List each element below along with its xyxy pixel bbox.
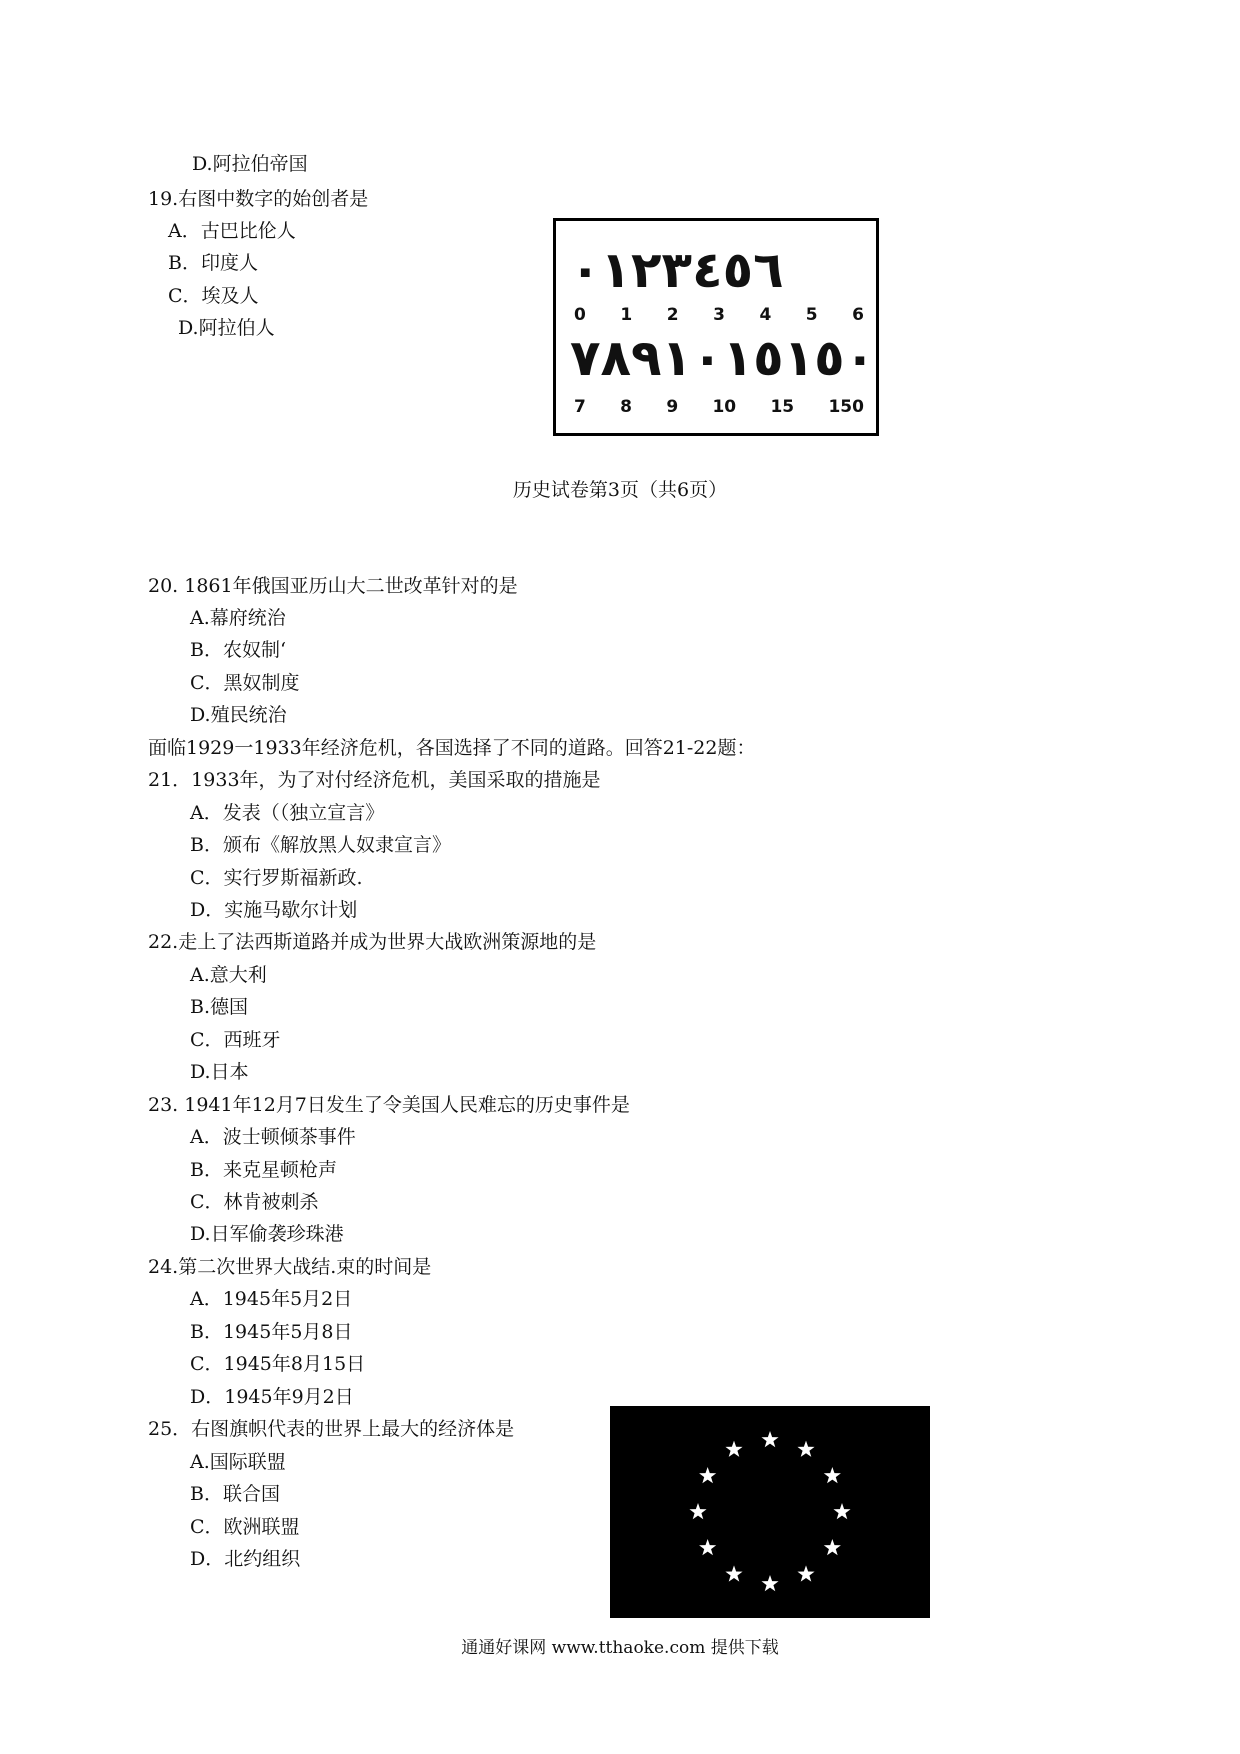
q20-option-a: A.幕府统治 bbox=[190, 607, 286, 629]
flag-star-icon bbox=[833, 1503, 850, 1519]
q23-option-a: A．波士顿倾茶事件 bbox=[190, 1126, 356, 1148]
q24-option-a: A．1945年5月2日 bbox=[190, 1288, 353, 1310]
western-numerals-row-1 bbox=[574, 305, 864, 325]
flag-star-icon bbox=[725, 1441, 742, 1457]
flag-star-icon bbox=[797, 1441, 814, 1457]
q23-option-b: B．来克星顿枪声 bbox=[190, 1159, 337, 1181]
q25-option-c: C．欧洲联盟 bbox=[190, 1516, 300, 1538]
q24-option-b: B．1945年5月8日 bbox=[190, 1321, 353, 1343]
western-numeral: 2 bbox=[666, 305, 679, 325]
flag-star-icon bbox=[761, 1431, 778, 1447]
western-numeral: 0 bbox=[574, 305, 586, 325]
western-numeral: 150 bbox=[828, 397, 864, 417]
q21-stem: 21．1933年，为了对付经济危机，美国采取的措施是 bbox=[148, 769, 601, 791]
q23-option-c: C．林肯被刺杀 bbox=[190, 1191, 319, 1213]
q19-stem: 19.右图中数字的始创者是 bbox=[148, 188, 369, 210]
western-numeral: 9 bbox=[666, 397, 679, 417]
eu-flag-svg bbox=[610, 1406, 930, 1618]
arabic-numerals-figure bbox=[553, 218, 879, 436]
q19-option-b: B．印度人 bbox=[168, 252, 258, 274]
western-numeral: 10 bbox=[712, 397, 737, 417]
q25-option-a: A.国际联盟 bbox=[190, 1451, 286, 1473]
eu-flag-image bbox=[610, 1406, 930, 1618]
q25-stem: 25．右图旗帜代表的世界上最大的经济体是 bbox=[148, 1418, 515, 1440]
q22-option-b: B.德国 bbox=[190, 996, 249, 1018]
flag-star-icon bbox=[699, 1467, 716, 1483]
western-numeral: 1 bbox=[620, 305, 633, 325]
western-numeral: 5 bbox=[805, 305, 818, 325]
q21-option-b: B．颁布《解放黑人奴隶宣言》 bbox=[190, 834, 451, 856]
q20-option-d: D.殖民统治 bbox=[190, 704, 287, 726]
flag-star-icon bbox=[699, 1539, 716, 1555]
flag-star-icon bbox=[725, 1565, 742, 1581]
q22-option-c: C．西班牙 bbox=[190, 1029, 281, 1051]
q19-option-a: A．古巴比伦人 bbox=[168, 220, 296, 242]
q21-option-a: A．发表（（独立宣言》 bbox=[190, 802, 385, 824]
flag-star-icon bbox=[824, 1539, 841, 1555]
western-numeral: 4 bbox=[759, 305, 772, 325]
flag-star-icon bbox=[761, 1575, 778, 1591]
q25-option-b: B．联合国 bbox=[190, 1483, 280, 1505]
q24-option-c: C．1945年8月15日 bbox=[190, 1353, 366, 1375]
flag-star-icon bbox=[797, 1565, 814, 1581]
western-numeral: 6 bbox=[852, 305, 864, 325]
western-numeral: 7 bbox=[574, 397, 586, 417]
western-numeral: 15 bbox=[770, 397, 795, 417]
q21-option-d: D．实施马歇尔计划 bbox=[190, 899, 358, 921]
q22-option-a: A.意大利 bbox=[190, 964, 267, 986]
q22-option-d: D.日本 bbox=[190, 1061, 249, 1083]
arabic-numerals-row-2: ٧٨٩١٠١٥١٥٠ bbox=[570, 329, 876, 387]
q24-option-d: D．1945年9月2日 bbox=[190, 1386, 354, 1408]
flag-star-icon bbox=[689, 1503, 706, 1519]
page-number-footer: 历史试卷第3页（共6页） bbox=[512, 479, 728, 501]
western-numerals-row-2 bbox=[574, 397, 864, 417]
q19-option-c: C．埃及人 bbox=[168, 285, 259, 307]
q19-option-d: D.阿拉伯人 bbox=[178, 317, 275, 339]
q18-option-d: D.阿拉伯帝国 bbox=[192, 153, 308, 175]
q20-option-b: B．农奴制‘ bbox=[190, 639, 287, 661]
q20-option-c: C．黑奴制度 bbox=[190, 672, 300, 694]
q23-stem: 23. 1941年12月7日发生了令美国人民难忘的历史事件是 bbox=[148, 1094, 630, 1116]
flag-star-icon bbox=[824, 1467, 841, 1483]
q24-stem: 24.第二次世界大战结.束的时间是 bbox=[148, 1256, 432, 1278]
source-footer: 通通好课网 www.tthaoke.com 提供下载 bbox=[461, 1638, 779, 1658]
q21-option-c: C．实行罗斯福新政. bbox=[190, 867, 363, 889]
western-numeral: 3 bbox=[713, 305, 725, 325]
western-numeral: 8 bbox=[620, 397, 632, 417]
arabic-numerals-row-1: ٠١٢٣٤٥٦ bbox=[570, 241, 784, 299]
q23-option-d: D.日军偷袭珍珠港 bbox=[190, 1223, 344, 1245]
section-intro-21-22: 面临1929一1933年经济危机，各国选择了不同的道路。回答21-22题： bbox=[148, 737, 756, 759]
q20-stem: 20. 1861年俄国亚历山大二世改革针对的是 bbox=[148, 575, 518, 597]
q25-option-d: D．北约组织 bbox=[190, 1548, 301, 1570]
q22-stem: 22.走上了法西斯道路并成为世界大战欧洲策源地的是 bbox=[148, 931, 597, 953]
